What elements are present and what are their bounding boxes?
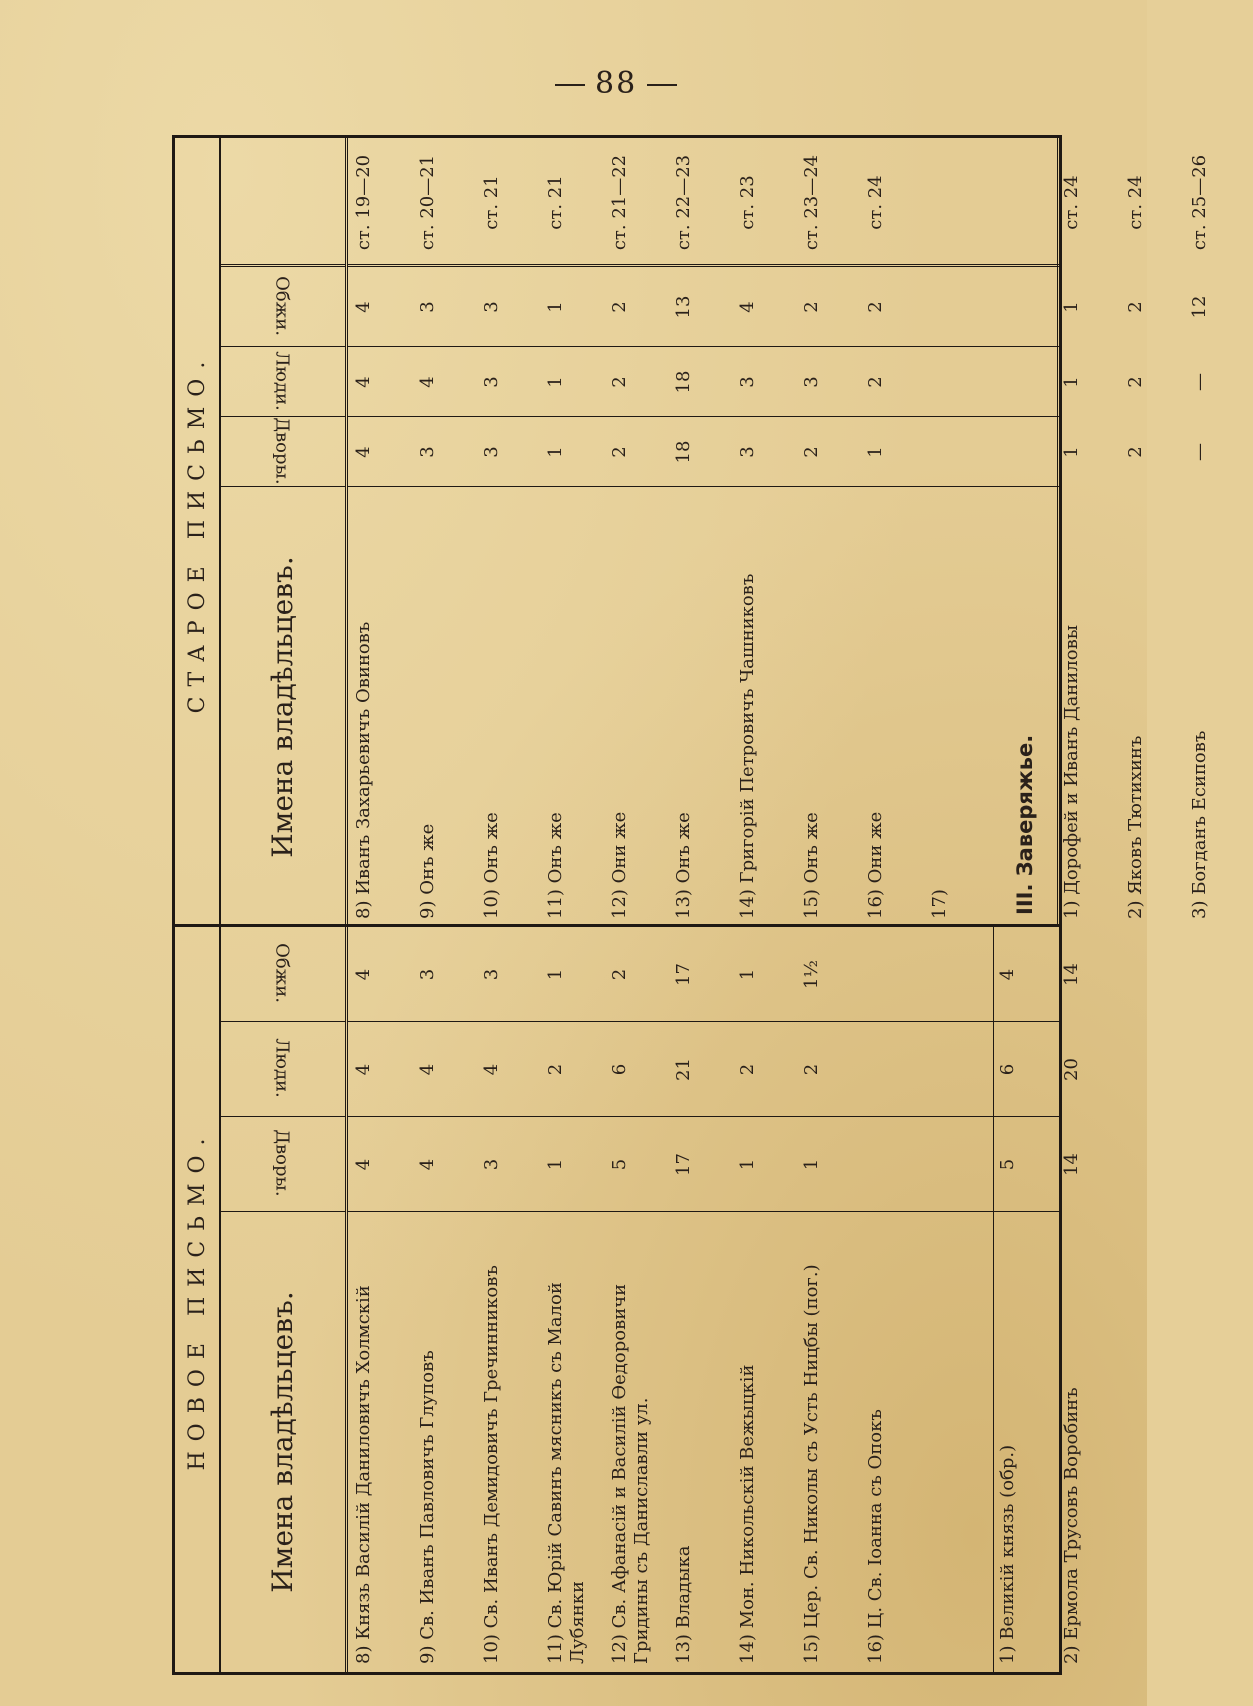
new-census-section xyxy=(175,924,1082,1672)
new-s2-cell-l: 20 xyxy=(1061,1058,1082,1081)
old-s2-row-label: 2) Яковъ Тютихинъ xyxy=(1125,735,1146,919)
new-cell-l: 2 xyxy=(545,1063,566,1076)
new-row xyxy=(353,927,417,1672)
new-cell-o: 2 xyxy=(609,968,630,981)
old-s2-cell-ref: ст. 24 xyxy=(1061,175,1082,230)
old-s2-cell-ref: ст. 25—26 xyxy=(1189,154,1210,251)
old-row xyxy=(609,138,673,927)
census-table xyxy=(172,135,1210,1675)
old-cell-ref: ст. 20—21 xyxy=(417,154,438,251)
old-cell-l: 1 xyxy=(545,376,566,388)
old-cell-o: 2 xyxy=(801,301,822,313)
old-row xyxy=(481,138,545,927)
old-s2-row-label: 3) Богданъ Есиповъ xyxy=(1189,730,1210,919)
old-row-label: 10) Онъ же xyxy=(481,812,502,919)
old-s2-cell-l: — xyxy=(1189,373,1210,391)
old-rows xyxy=(347,138,1210,927)
old-s2-cell-l: 2 xyxy=(1125,376,1146,388)
old-cell-o: 2 xyxy=(609,301,630,313)
old-cell-l: 2 xyxy=(609,376,630,388)
new-cell-o: 1 xyxy=(737,968,758,981)
old-row xyxy=(801,138,865,927)
old-cell-o: 4 xyxy=(353,301,374,313)
new-s2-cell-l: 6 xyxy=(997,1063,1018,1076)
old-s2-cell-o: 2 xyxy=(1125,301,1146,313)
new-s2-row-label: 1) Великій князь (обр.) xyxy=(997,1444,1018,1664)
old-cell-d: 1 xyxy=(865,446,886,458)
old-row xyxy=(737,138,801,927)
old-row-label: 14) Григорій Петровичъ Чашниковъ xyxy=(737,573,758,919)
new-row-label: 16) Ц. Св. Іоанна съ Опокъ xyxy=(865,1409,886,1664)
old-row-label: 16) Они же xyxy=(865,811,886,919)
old-cell-o: 3 xyxy=(417,301,438,313)
old-cell-l: 18 xyxy=(673,370,694,394)
old-row-label: 9) Онъ же xyxy=(417,823,438,919)
old-cell-ref: ст. 24 xyxy=(865,175,886,230)
new-header-dvory: Дворы. xyxy=(219,1116,345,1212)
old-s2-row xyxy=(1189,138,1253,927)
new-cell-o: 17 xyxy=(673,963,694,986)
old-s2-cell-o: 12 xyxy=(1189,295,1210,319)
old-cell-o: 13 xyxy=(673,295,694,319)
old-cell-l: 3 xyxy=(481,376,502,388)
old-cell-d: 3 xyxy=(481,446,502,458)
new-cell-d: 3 xyxy=(481,1158,502,1171)
new-row xyxy=(737,927,801,1672)
old-s2-row xyxy=(1061,138,1125,927)
old-header-lyudi: Люди. xyxy=(219,346,345,417)
new-s2-cell-d: 5 xyxy=(997,1158,1018,1171)
new-row-label: 13) Владыка xyxy=(673,1545,694,1664)
old-s2-row xyxy=(1125,138,1189,927)
old-row xyxy=(673,138,737,927)
new-cell-d: 1 xyxy=(801,1158,822,1171)
old-row-label: 12) Они же xyxy=(609,811,630,919)
new-cell-d: 1 xyxy=(737,1158,758,1171)
new-cell-l: 4 xyxy=(417,1063,438,1076)
old-row xyxy=(545,138,609,927)
new-cell-l: 2 xyxy=(801,1063,822,1076)
old-row-label: 17) xyxy=(929,889,950,919)
old-cell-d: 3 xyxy=(737,446,758,458)
new-row-label: 11) Св. Юрій Савинъ мясникъ съ Малой Лубянки xyxy=(545,1282,588,1664)
old-s2-cell-l: 1 xyxy=(1061,376,1082,388)
new-cell-o: 3 xyxy=(481,968,502,981)
old-column-headers xyxy=(219,138,348,927)
old-row-label: 13) Онъ же xyxy=(673,812,694,919)
new-row-label: 9) Св. Иванъ Павловичъ Глуповъ xyxy=(417,1350,438,1664)
old-cell-d: 1 xyxy=(545,446,566,458)
old-cell-l: 4 xyxy=(353,376,374,388)
old-cell-d: 2 xyxy=(801,446,822,458)
new-s2-row xyxy=(997,927,1061,1672)
old-s2-cell-d: 1 xyxy=(1061,446,1082,458)
old-cell-ref: ст. 23 xyxy=(737,175,758,230)
new-cell-o: 3 xyxy=(417,968,438,981)
old-cell-d: 18 xyxy=(673,440,694,464)
old-section-title: III. Заверяжье. xyxy=(1013,734,1037,915)
old-cell-o: 3 xyxy=(481,301,502,313)
new-row xyxy=(481,927,545,1672)
old-cell-ref: ст. 23—24 xyxy=(801,154,822,251)
new-s2-row-label: 2) Ермола Трусовъ Воробинъ xyxy=(1061,1387,1082,1664)
new-row xyxy=(609,927,673,1672)
new-row xyxy=(545,927,609,1672)
new-header-obzhi: Обжи. xyxy=(219,926,345,1022)
old-section-rule xyxy=(1057,138,1058,927)
new-cell-l: 4 xyxy=(353,1063,374,1076)
old-census-banner: СТАРОЕ ПИСЬМО. xyxy=(175,138,221,927)
old-cell-l: 3 xyxy=(801,376,822,388)
new-cell-o: 4 xyxy=(353,968,374,981)
old-cell-ref: ст. 21—22 xyxy=(609,154,630,251)
old-header-ref xyxy=(219,135,345,267)
new-cell-d: 17 xyxy=(673,1153,694,1176)
new-cell-o: 1½ xyxy=(801,960,822,989)
old-name-header: Имена владѣльцевъ. xyxy=(265,556,299,858)
page-number: 88 xyxy=(545,66,687,101)
new-row-label: 15) Цер. Св. Николы съ Усть Ницбы (пог.) xyxy=(801,1264,822,1664)
old-s2-cell-d: 2 xyxy=(1125,446,1146,458)
new-cell-l: 2 xyxy=(737,1063,758,1076)
old-cell-o: 1 xyxy=(545,301,566,313)
new-row-label: 14) Мон. Никольскій Вежыцкій xyxy=(737,1364,758,1664)
new-row xyxy=(417,927,481,1672)
old-cell-o: 4 xyxy=(737,301,758,313)
old-s2-cell-d: — xyxy=(1189,443,1210,461)
old-row xyxy=(417,138,481,927)
new-rows xyxy=(347,927,1082,1672)
new-cell-d: 4 xyxy=(417,1158,438,1171)
new-section-rule xyxy=(993,927,994,1672)
old-s2-row-label: 1) Дорофей и Иванъ Даниловы xyxy=(1061,624,1082,919)
new-census-banner: НОВОЕ ПИСЬМО. xyxy=(175,927,221,1672)
new-cell-l: 21 xyxy=(673,1058,694,1081)
new-cell-o: 1 xyxy=(545,968,566,981)
old-row-label: 15) Онъ же xyxy=(801,812,822,919)
old-cell-l: 2 xyxy=(865,376,886,388)
new-cell-d: 5 xyxy=(609,1158,630,1171)
old-header-dvory: Дворы. xyxy=(219,416,345,487)
new-s2-cell-d: 14 xyxy=(1061,1153,1082,1176)
old-s2-cell-ref: ст. 24 xyxy=(1125,175,1146,230)
new-row-label: 8) Князь Василій Даниловичъ Холмскій xyxy=(353,1285,374,1664)
old-census-section xyxy=(175,138,1210,927)
old-row xyxy=(865,138,929,927)
new-name-header: Имена владѣльцевъ. xyxy=(265,1291,299,1593)
old-cell-d: 4 xyxy=(353,446,374,458)
old-row xyxy=(353,138,417,927)
new-row xyxy=(673,927,737,1672)
new-s2-cell-o: 14 xyxy=(1061,963,1082,986)
new-row-label: 10) Св. Иванъ Демидовичъ Гречинниковъ xyxy=(481,1265,502,1664)
old-s2-cell-o: 1 xyxy=(1061,301,1082,313)
new-row xyxy=(865,927,929,1672)
old-cell-l: 4 xyxy=(417,376,438,388)
old-cell-ref: ст. 21 xyxy=(481,175,502,230)
new-cell-d: 1 xyxy=(545,1158,566,1171)
old-row-label: 8) Иванъ Захарьевичъ Овиновъ xyxy=(353,621,374,919)
new-s2-cell-o: 4 xyxy=(997,968,1018,981)
new-cell-d: 4 xyxy=(353,1158,374,1171)
old-cell-d: 2 xyxy=(609,446,630,458)
new-s2-row xyxy=(1061,927,1125,1672)
old-row xyxy=(929,138,993,927)
old-cell-d: 3 xyxy=(417,446,438,458)
new-header-lyudi: Люди. xyxy=(219,1021,345,1117)
old-cell-ref: ст. 21 xyxy=(545,175,566,230)
old-cell-ref: ст. 19—20 xyxy=(353,154,374,251)
new-cell-l: 6 xyxy=(609,1063,630,1076)
new-row xyxy=(801,927,865,1672)
new-cell-l: 4 xyxy=(481,1063,502,1076)
old-cell-ref: ст. 22—23 xyxy=(673,154,694,251)
old-cell-o: 2 xyxy=(865,301,886,313)
old-cell-l: 3 xyxy=(737,376,758,388)
old-row-label: 11) Онъ же xyxy=(545,812,566,919)
new-row-label: 12) Св. Афанасій и Василій Өедоровичи Гридины съ Даниславли ул. xyxy=(609,1283,652,1664)
old-header-obzhi: Обжи. xyxy=(219,266,345,347)
new-column-headers xyxy=(219,927,348,1672)
